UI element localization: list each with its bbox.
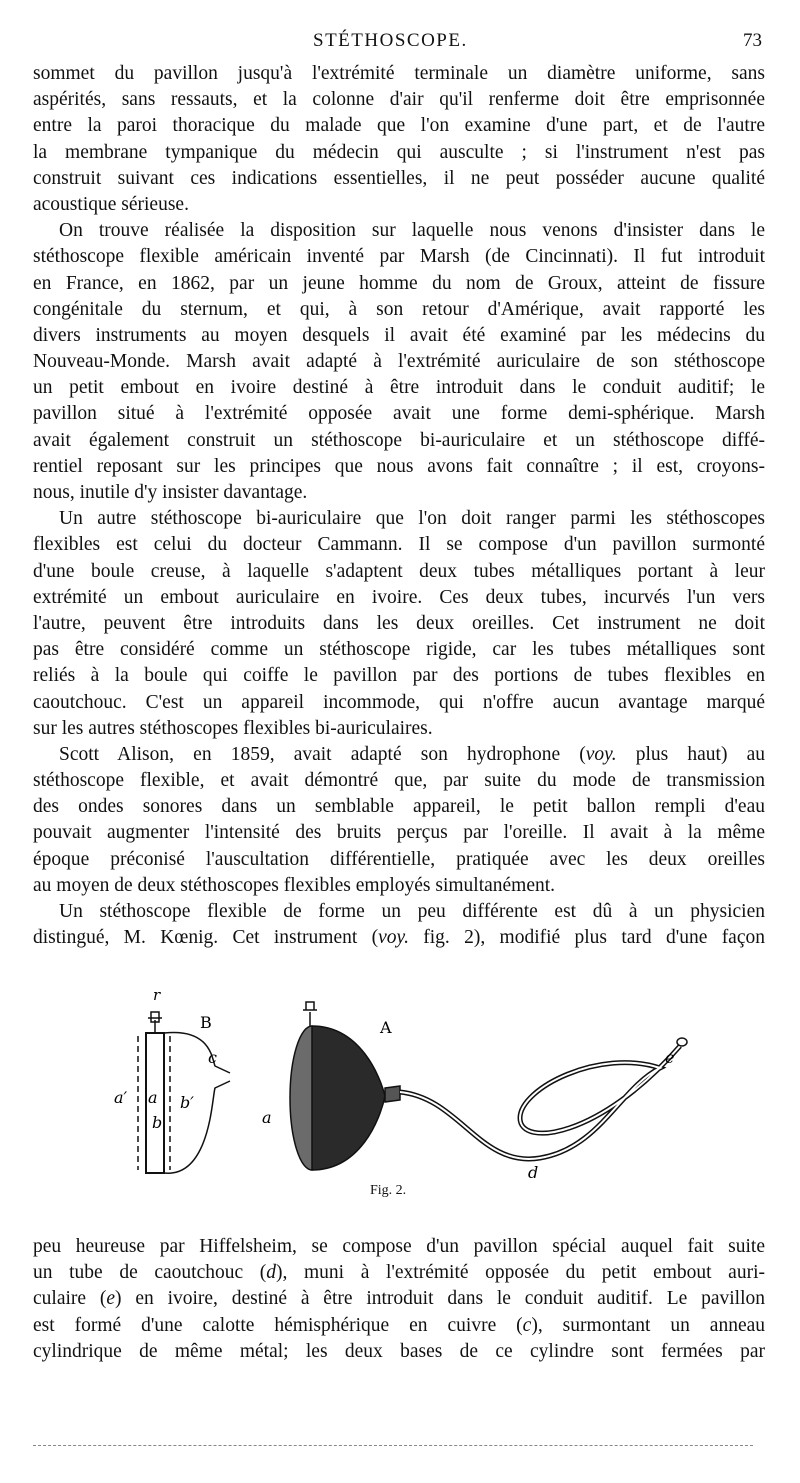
text-line: distingué, M. Kœnig. Cet instrument (voy. fig. 2), modifié plus tard d'une façon xyxy=(33,927,765,949)
figure-caption: Fig. 2. xyxy=(370,1183,407,1198)
label-c: c xyxy=(208,1048,217,1067)
label-a-prime: a′ xyxy=(114,1088,128,1107)
text-line: Un stéthoscope flexible de forme un peu différente est dû à un physicien xyxy=(59,901,765,922)
dome-lower xyxy=(164,1081,230,1173)
text-line: rentiel reposant sur les principes que nous avons fait connaître ; il est, croyons- xyxy=(33,455,765,477)
text-line: en France, en 1862, par un jeune homme du nom de Groux, atteint de fissure xyxy=(33,272,765,294)
text-line: culaire (e) en ivoire, destiné à être introduit dans le conduit auditif. Le pavillon xyxy=(33,1288,766,1310)
text-line: entre la paroi thoracique du malade que l'on examine d'une part, et de l'autre xyxy=(33,115,765,137)
text-line: congénitale du sternum, et qui, à son retour d'Amérique, avait rapporté les xyxy=(33,298,765,320)
text-line: pas être considéré comme un stéthoscope rigide, car les tubes métalliques sont xyxy=(33,639,765,661)
label-B: B xyxy=(200,1013,212,1032)
tube-connector xyxy=(385,1086,400,1102)
text-line: époque préconisé l'auscultation différentielle, pratiquée avec les deux oreilles xyxy=(33,848,765,870)
text-line: pavillon situé à l'extrémité opposée avait une forme demi-sphérique. Marsh xyxy=(33,403,765,425)
text-line: flexibles est celui du docteur Cammann. Il se compose d'un pavillon surmonté xyxy=(33,534,765,556)
text-line: Nouveau-Monde. Marsh avait adapté à l'extrémité auriculaire de son stéthoscope xyxy=(33,351,765,373)
text-line: cylindrique de même métal; les deux bases de ce cylindre sont fermées par xyxy=(33,1340,765,1362)
text-line: stéthoscope flexible, et avait démontré que, par suite du mode de transmission xyxy=(33,770,765,792)
text-line: peu heureuse par Hiffelsheim, se compose d'un pavillon spécial auquel fait suite xyxy=(33,1236,765,1257)
valve-r xyxy=(148,1012,162,1033)
text-line: un tube de caoutchouc (d), muni à l'extrémité opposée du petit embout auri- xyxy=(33,1262,765,1284)
page-number: 73 xyxy=(743,30,762,51)
text-line: sommet du pavillon jusqu'à l'extrémité terminale un diamètre uniforme, sans xyxy=(33,63,765,84)
body-text-bottom xyxy=(33,1234,765,1365)
text-line: On trouve réalisée la disposition sur laquelle nous venons d'insister dans le xyxy=(59,220,765,242)
page-header xyxy=(0,30,800,56)
label-r: r xyxy=(153,988,161,1004)
dome-upper xyxy=(164,1032,230,1073)
valve-top xyxy=(303,1002,317,1026)
text-line: acoustique sérieuse. xyxy=(33,193,189,215)
text-line: est formé d'une calotte hémisphérique en cuivre (c), surmontant un anneau xyxy=(33,1314,765,1336)
text-line: des ondes sonores dans un semblable appareil, le petit ballon rempli d'eau xyxy=(33,796,765,818)
label-d: d xyxy=(528,1163,539,1182)
text-line: reliés à la boule qui coiffe le pavillon par des portions de tubes flexibles en xyxy=(33,665,765,687)
label-b-prime: b′ xyxy=(180,1093,194,1112)
text-line: avait également construit un stéthoscope bi-auriculaire et un stéthoscope diffé- xyxy=(33,429,765,451)
text-line: d'une boule creuse, à laquelle s'adaptent deux tubes métalliques portant à leur xyxy=(33,560,765,582)
diagram-a-stethoscope xyxy=(290,1002,687,1170)
label-e: e xyxy=(665,1048,675,1067)
running-title: STÉTHOSCOPE. xyxy=(313,30,468,51)
text-line: au moyen de deux stéthoscopes flexibles employés simultanément. xyxy=(33,874,556,896)
text-line: la membrane tympanique du médecin qui ausculte ; si l'instrument n'est pas xyxy=(33,141,765,163)
pavilion-dome xyxy=(312,1026,385,1170)
text-line: stéthoscope flexible américain inventé par Marsh (de Cincinnati). Il fut introduit xyxy=(33,246,765,268)
text-line: divers instruments au moyen desquels il avait été examiné par les médecins du xyxy=(33,324,765,346)
text-line: aspérités, sans ressauts, et la colonne d'air qu'il renferme doit être emprisonnée xyxy=(33,89,765,111)
footer-rule xyxy=(33,1445,753,1446)
stethoscope-illustration xyxy=(100,988,700,1203)
text-line: Un autre stéthoscope bi-auriculaire que l'on doit ranger parmi les stéthoscopes xyxy=(59,508,765,530)
text-line: construit suivant ces indications essentielles, il ne peut posséder aucune qualité xyxy=(33,167,765,189)
label-b: b xyxy=(152,1113,163,1132)
label-A: A xyxy=(380,1018,392,1037)
text-line: nous, inutile d'y insister davantage. xyxy=(33,482,308,503)
ivory-earpiece-e xyxy=(677,1038,687,1046)
text-line: sur les autres stéthoscopes flexibles bi-auriculaires. xyxy=(33,717,433,739)
label-a: a xyxy=(148,1088,158,1107)
text-line: un petit embout en ivoire destiné à être introduit dans le conduit auditif; le xyxy=(33,377,765,399)
figure-2-stethoscope xyxy=(100,988,700,1203)
text-line: extrémité un embout auriculaire en ivoire. Ces deux tubes, incurvés l'un vers xyxy=(33,586,765,608)
text-line: l'autre, peuvent être introduits dans les deux oreilles. Cet instrument ne doit xyxy=(33,612,765,634)
text-line: pouvait augmenter l'intensité des bruits perçus par l'oreille. Il avait à la même xyxy=(33,822,765,844)
body-text-top xyxy=(33,61,765,951)
text-line: Scott Alison, en 1859, avait adapté son hydrophone (voy. plus haut) au xyxy=(59,743,765,765)
text-line: caoutchouc. C'est un appareil incommode, qui n'offre aucun avantage marqué xyxy=(33,691,765,713)
label-a-A: a xyxy=(262,1108,272,1127)
